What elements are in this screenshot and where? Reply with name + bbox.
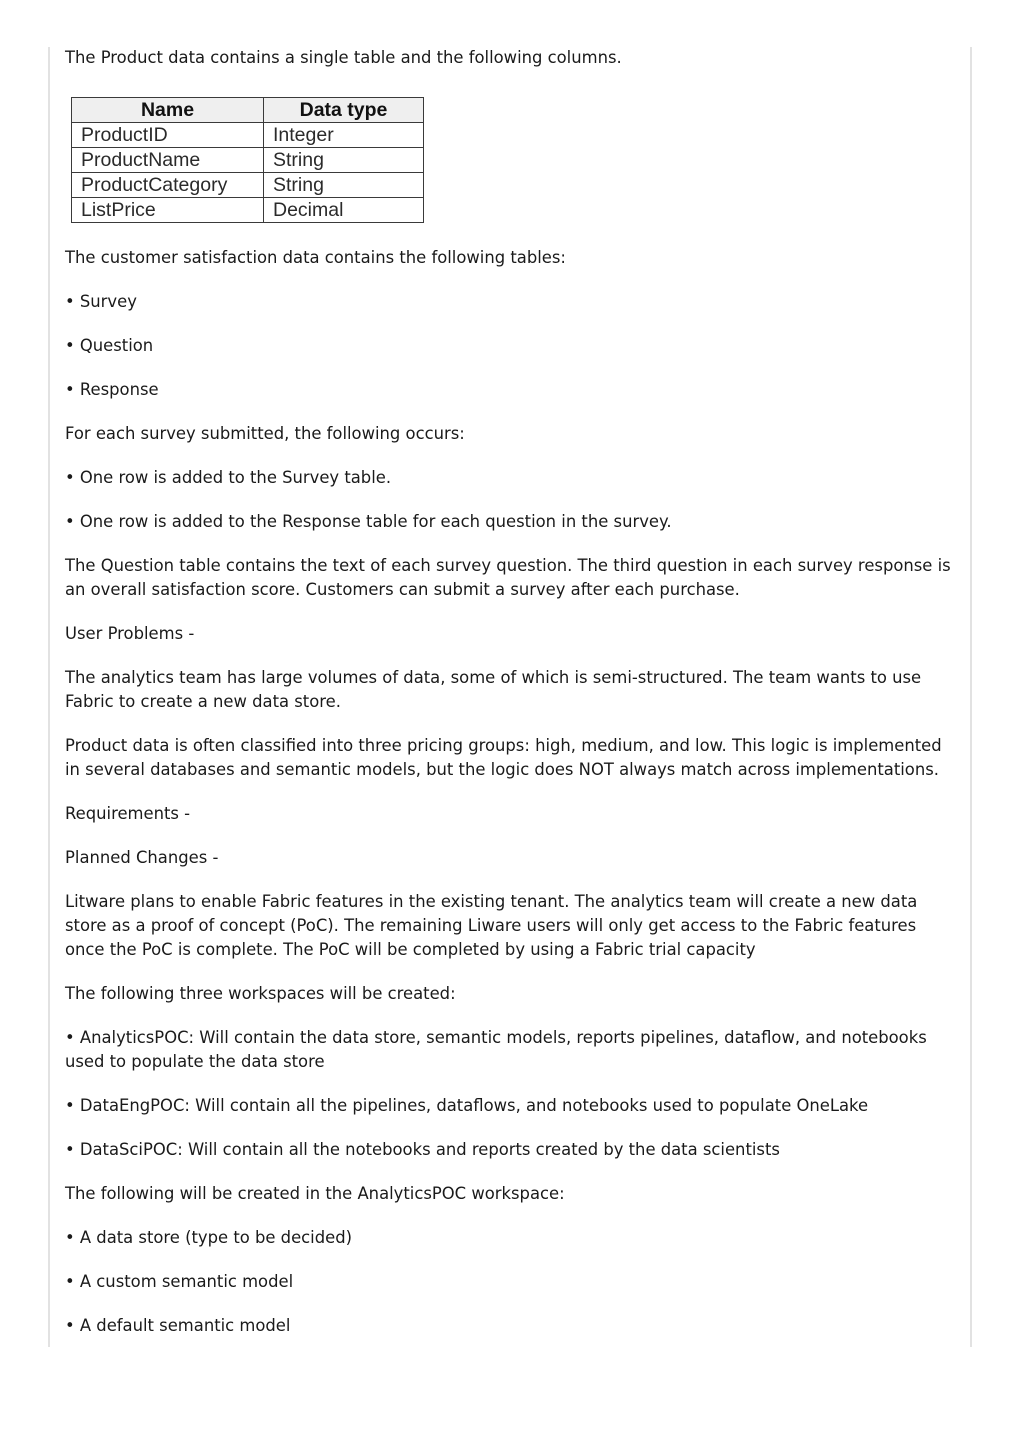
analytics-paragraph: The analytics team has large volumes of data, some of which is semi-structured. The team wants to use Fabric to create a new data store. <box>65 668 922 711</box>
header-data-type: Data type <box>264 98 424 123</box>
document-content <box>65 46 960 1358</box>
product-columns-table <box>71 97 424 223</box>
survey-intro: For each survey submitted, the following occurs: <box>65 424 465 443</box>
table-row <box>72 123 424 148</box>
tables-intro: The customer satisfaction data contains the following tables: <box>65 248 566 267</box>
product-intro: The Product data contains a single table and the following columns. <box>65 48 622 67</box>
analyticspoc-intro: The following will be created in the AnalyticsPOC workspace: <box>65 1184 565 1203</box>
cell-name: ProductName <box>72 148 264 173</box>
list-item: • Response <box>65 380 159 399</box>
list-item: • A custom semantic model <box>65 1272 294 1291</box>
table-row <box>72 148 424 173</box>
header-name: Name <box>72 98 264 123</box>
question-table-paragraph: The Question table contains the text of each survey question. The third question in each survey response is an overall satisfaction score. Customers can submit a survey after each purchase. <box>65 556 951 599</box>
list-item: • A data store (type to be decided) <box>65 1228 353 1247</box>
list-item: • DataSciPOC: Will contain all the notebooks and reports created by the data scientists <box>65 1140 780 1159</box>
cell-name: ProductCategory <box>72 173 264 198</box>
section-heading-planned-changes: Planned Changes - <box>65 848 219 867</box>
cell-name: ProductID <box>72 123 264 148</box>
pricing-paragraph: Product data is often classified into three pricing groups: high, medium, and low. This logic is implemented in several databases and semantic models, but the logic does NOT always match across implementations. <box>65 736 942 779</box>
cell-type: String <box>264 173 424 198</box>
cell-type: Decimal <box>264 198 424 223</box>
cell-name: ListPrice <box>72 198 264 223</box>
section-heading-user-problems: User Problems - <box>65 624 195 643</box>
table-header-row <box>72 98 424 123</box>
cell-type: String <box>264 148 424 173</box>
workspaces-intro: The following three workspaces will be created: <box>65 984 456 1003</box>
list-item: • One row is added to the Response table for each question in the survey. <box>65 512 672 531</box>
list-item: • Survey <box>65 292 137 311</box>
list-item: • One row is added to the Survey table. <box>65 468 392 487</box>
list-item: • A default semantic model <box>65 1316 291 1335</box>
cell-type: Integer <box>264 123 424 148</box>
table-row <box>72 198 424 223</box>
planned-changes-paragraph: Litware plans to enable Fabric features in the existing tenant. The analytics team will create a new data store as a proof of concept (PoC). The remaining Liware users will only get access to the Fabric features once the PoC is complete. The PoC will be completed by using a Fabric trial capacity <box>65 892 918 959</box>
list-item: • AnalyticsPOC: Will contain the data store, semantic models, reports pipelines, dataflow, and notebooks used to populate the data store <box>65 1028 927 1071</box>
list-item: • DataEngPOC: Will contain all the pipelines, dataflows, and notebooks used to populate OneLake <box>65 1096 869 1115</box>
table-row <box>72 173 424 198</box>
list-item: • Question <box>65 336 154 355</box>
section-heading-requirements: Requirements - <box>65 804 191 823</box>
